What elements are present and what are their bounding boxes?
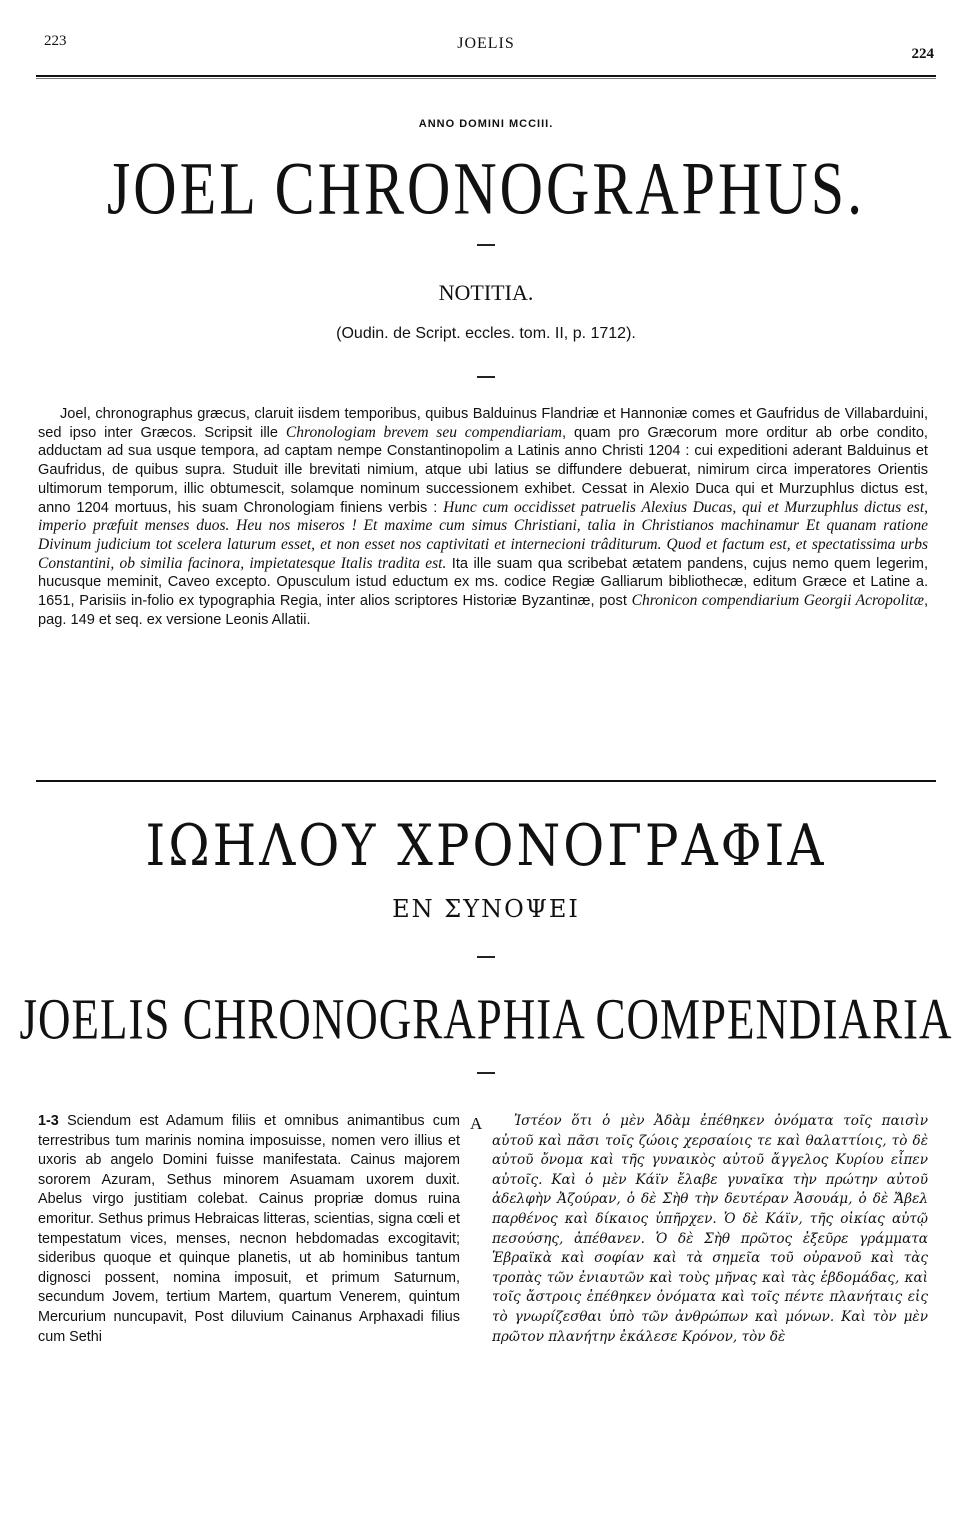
top-rule-thin: [36, 78, 936, 79]
separator-dash: [477, 244, 495, 246]
greek-title: ΙΩΗΛΟΥ ΧΡΟΝΟΓΡΑΦΙΑ: [145, 812, 827, 879]
latin-title: JOELIS CHRONOGRAPHIA COMPENDIARIA: [19, 986, 953, 1052]
notice-text: , pag. 149 et seq. ex versione Leonis Allatii.: [38, 593, 929, 628]
page-number-left: 223: [44, 33, 67, 49]
separator-dash: [477, 376, 495, 378]
notice-text: , quam pro Græcorum more orditur ab orbe condito, adductam ad sua usque tempora, ad captam nempe Constantinopolim a Latinis anno Christi 1204 : cui expeditioni aderant Balduinus et Gaufridus, de quibus supra. Studuit ille brevitati nimium, atque ubi latius se diffundere debuerat, nimirum circa imperatores Orientis ultimorum temporum, illic obtumescit, solamque nominum successionem exhibet. Cessat in Alexio Duca qui et Murzuphlus dictus est, anno 1204 mortuus, his suam Chronologiam finiens verbis :: [38, 424, 928, 516]
greek-column: Ἰστέον ὅτι ὁ μὲν Ἀδὰμ ἐπέθηκεν ὀνόματα τοῖς παισὶν αὐτοῦ καὶ πᾶσι τοῖς ζώοις χερσαίοις τε καὶ θαλαττίοις, τὸ δὲ αὐτοῦ ὄνομα καὶ τῆς γυναικὸς αὐτοῦ ἄγγελος Κυρίου εἶπεν αὐτοῖς. Καὶ ὁ μὲν Κάϊν ἔλαβε γυναῖκα τὴν πρώτην αὐτοῦ ἀδελφὴν Ἀζούραν, ὁ δὲ Σὴθ τὴν δευτέραν Ἀσουάμ, ὁ δὲ Ἄβελ παρθένος καὶ δίκαιος ὑπῆρχεν. Ὁ δὲ Κάϊν, τῆς οἰκίας αὐτῷ πεσούσης, ἀπέθανεν. Ὁ δὲ Σὴθ πρῶτος ἐξεῦρε γράμματα Ἑβραϊκὰ καὶ σοφίαν καὶ τὰ σημεῖα τοῦ οὐρανοῦ καὶ τὰς τροπὰς τῶν ἐνιαυτῶν καὶ τοὺς μῆνας καὶ τὰς ἑβδομάδας, καὶ τοῖς ἄστροις ἐπέθηκεν ὀνόματα καὶ τοῖς πέντε πλανήταις εἰς τὸ γνωρίζεσθαι ὑπὸ τῶν ἀνθρώπων καὶ μόνων. Καὶ τὸν μὲν πρῶτον πλανήτην ἐκάλεσε Κρόνον, τὸν δὲ: [492, 1113, 928, 1345]
notice-text: Ita ille suam qua scribebat ætatem pandens, cujus nemo quem legerim, hucusque meminit, Caveo excepto. Opusculum istud eductum ex ms. codice Regiæ Galliarum bibliothecæ, editum Græce et Latine a. 1651, Parisiis in-folio ex typographia Regia, inter alios scriptores Historiæ Byzantinæ, post: [38, 555, 928, 610]
page-number-right: 224: [911, 46, 934, 62]
notice-italic: Chronologiam brevem seu compendiariam: [285, 423, 562, 441]
source-citation: (Oudin. de Script. eccles. tom. II, p. 1712).: [336, 325, 636, 342]
notitia-heading: NOTITIA.: [438, 280, 534, 305]
notice-text: Joel, chronographus græcus, claruit iisdem temporibus, quibus Balduinus Flandriæ et Hannoniæ comes et Gaufridus de Villabarduini, sed ipso inter Græcos. Scripsit ille: [38, 406, 928, 441]
latin-column: [38, 1112, 460, 1347]
section-rule: [36, 780, 936, 782]
margin-marker: A: [470, 1114, 483, 1133]
main-title: JOEL CHRONOGRAPHUS.: [106, 147, 866, 230]
running-head: JOELIS: [457, 35, 515, 52]
separator-dash: [477, 1072, 495, 1074]
greek-subtitle: ΕΝ ΣΥΝΟΨΕΙ: [392, 895, 580, 923]
notice-italic: Hunc cum occidisset patruelis Alexius Ducas, qui et Murzuphlus dictus est, imperio præfuit menses duos. Heu nos miseros ! Et maxime cum simus Christiani, talia in Christianos machinamur Et quanam ratione Divinum judicium tot scelera laturum esset, et non esset nos captivitati et internecioni trâditurum. Quod et factum est, et spectatissima urbs Constantini, ob similia facinora, impietatesque Italis tradita est.: [38, 498, 928, 572]
section-number: 1-3: [38, 1113, 59, 1129]
notice-paragraph: [38, 405, 928, 629]
latin-body-text: Sciendum est Adamum filiis et omnibus animantibus cum terrestribus tum marinis nomina imposuisse, nomen vero illius et uxoris ab angelo Domini fuisse manifestata. Cainus majorem sororem Azuram, Sethus minorem Asuamam uxorem duxit. Abelus virgo justitiam colebat. Cainus propriæ domus ruina emoritur. Sethus primus Hebraicas litteras, scientias, signa cœli et tempestatum vices, menses, necnon hebdomadas excogitavit; sideribus quoque et quinque planetis, ut ab hominibus tantum dignosci possent, nomina imposuit, et primum Saturnum, secundum Jovem, tertium Martem, quartum Venerem, quintum Mercurium nuncupavit, Post diluvium Cainanus Arphaxadi filius cum Sethi: [38, 1113, 460, 1345]
anno-line: ANNO DOMINI MCCIII.: [418, 118, 554, 130]
notice-italic: Chronicon compendiarium Georgii Acropolitæ: [631, 592, 924, 610]
top-rule: [36, 75, 936, 77]
separator-dash: [477, 956, 495, 958]
